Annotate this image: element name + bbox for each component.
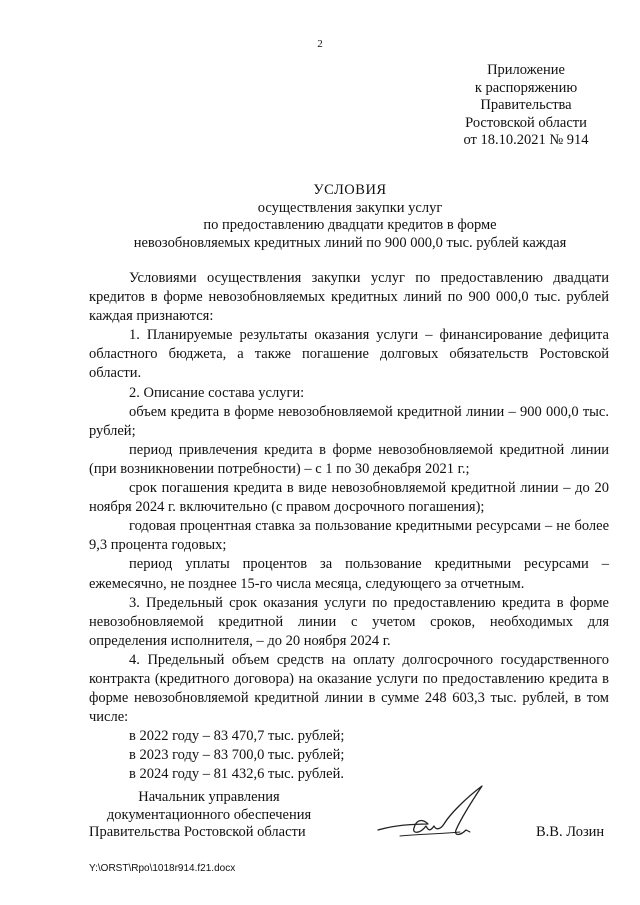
paragraph: период привлечения кредита в форме невозобновляемой кредитной линии (при возникновении потребности) – с 1 по 30 декабря 2021 г.; — [89, 441, 609, 477]
heading-line: осуществления закупки услуг — [257, 199, 443, 216]
document-heading — [60, 182, 640, 252]
appendix-line: Ростовской области — [465, 114, 587, 131]
paragraph: объем кредита в форме невозобновляемой кредитной линии – 900 000,0 тыс. рублей; — [89, 403, 609, 439]
document-title: УСЛОВИЯ — [313, 182, 387, 198]
heading-line: невозобновляемых кредитных линий по 900 000,0 тыс. рублей каждая — [133, 234, 567, 251]
paragraph: Условиями осуществления закупки услуг по предоставлению двадцати кредитов в форме невозобновляемых кредитных линий по 900 000,0 тыс. рублей каждая признаются: — [89, 270, 609, 325]
paragraph: срок погашения кредита в виде невозобновляемой кредитной линии – до 20 ноября 2024 г. включительно (с правом досрочного погашения); — [89, 480, 609, 516]
position-line: Правительства Ростовской области — [89, 824, 306, 840]
appendix-line: Правительства — [480, 97, 572, 113]
appendix-line: Приложение — [487, 62, 565, 78]
paragraph: в 2022 году – 83 470,7 тыс. рублей; — [129, 728, 345, 745]
paragraph: период уплаты процентов за пользование кредитными ресурсами – ежемесячно, не позднее 15-го числа месяца, следующего за отчетным. — [89, 556, 609, 592]
paragraph: 1. Планируемые результаты оказания услуги – финансирование дефицита областного бюджета, а также погашение долговых обязательств Ростовской области. — [89, 327, 609, 382]
paragraph: 4. Предельный объем средств на оплату долгосрочного государственного контракта (кредитного договора) на оказание услуги по предоставлению кредита в форме невозобновляемой кредитной линии в сумме 248 603,3 тыс. рублей, в том числе: — [89, 651, 609, 726]
handwritten-signature — [370, 780, 500, 850]
file-path-footer: Y:\ORST\Rpo\1018r914.f21.docx — [89, 863, 236, 874]
appendix-block — [440, 62, 612, 150]
appendix-line: от 18.10.2021 № 914 — [463, 132, 589, 148]
paragraph: годовая процентная ставка за пользование кредитными ресурсами – не более 9,3 процента годовых; — [89, 518, 609, 554]
page-number: 2 — [317, 38, 323, 50]
heading-line: по предоставлению двадцати кредитов в форме — [203, 217, 497, 233]
paragraph: в 2024 году – 81 432,6 тыс. рублей. — [129, 766, 344, 783]
paragraph: в 2023 году – 83 700,0 тыс. рублей; — [129, 747, 345, 764]
signatory-name: В.В. Лозин — [536, 824, 605, 840]
position-line: Начальник управления — [138, 789, 280, 805]
appendix-line: к распоряжению — [474, 79, 578, 96]
document-body — [89, 269, 609, 785]
position-line: документационного обеспечения — [106, 806, 312, 823]
paragraph: 3. Предельный срок оказания услуги по предоставлению кредита в форме невозобновляемой кредитной линии с учетом сроков, необходимых для определения исполнителя, – до 20 ноября 2024 г. — [89, 594, 609, 649]
paragraph: 2. Описание состава услуги: — [129, 384, 305, 401]
signatory-position — [89, 789, 329, 842]
